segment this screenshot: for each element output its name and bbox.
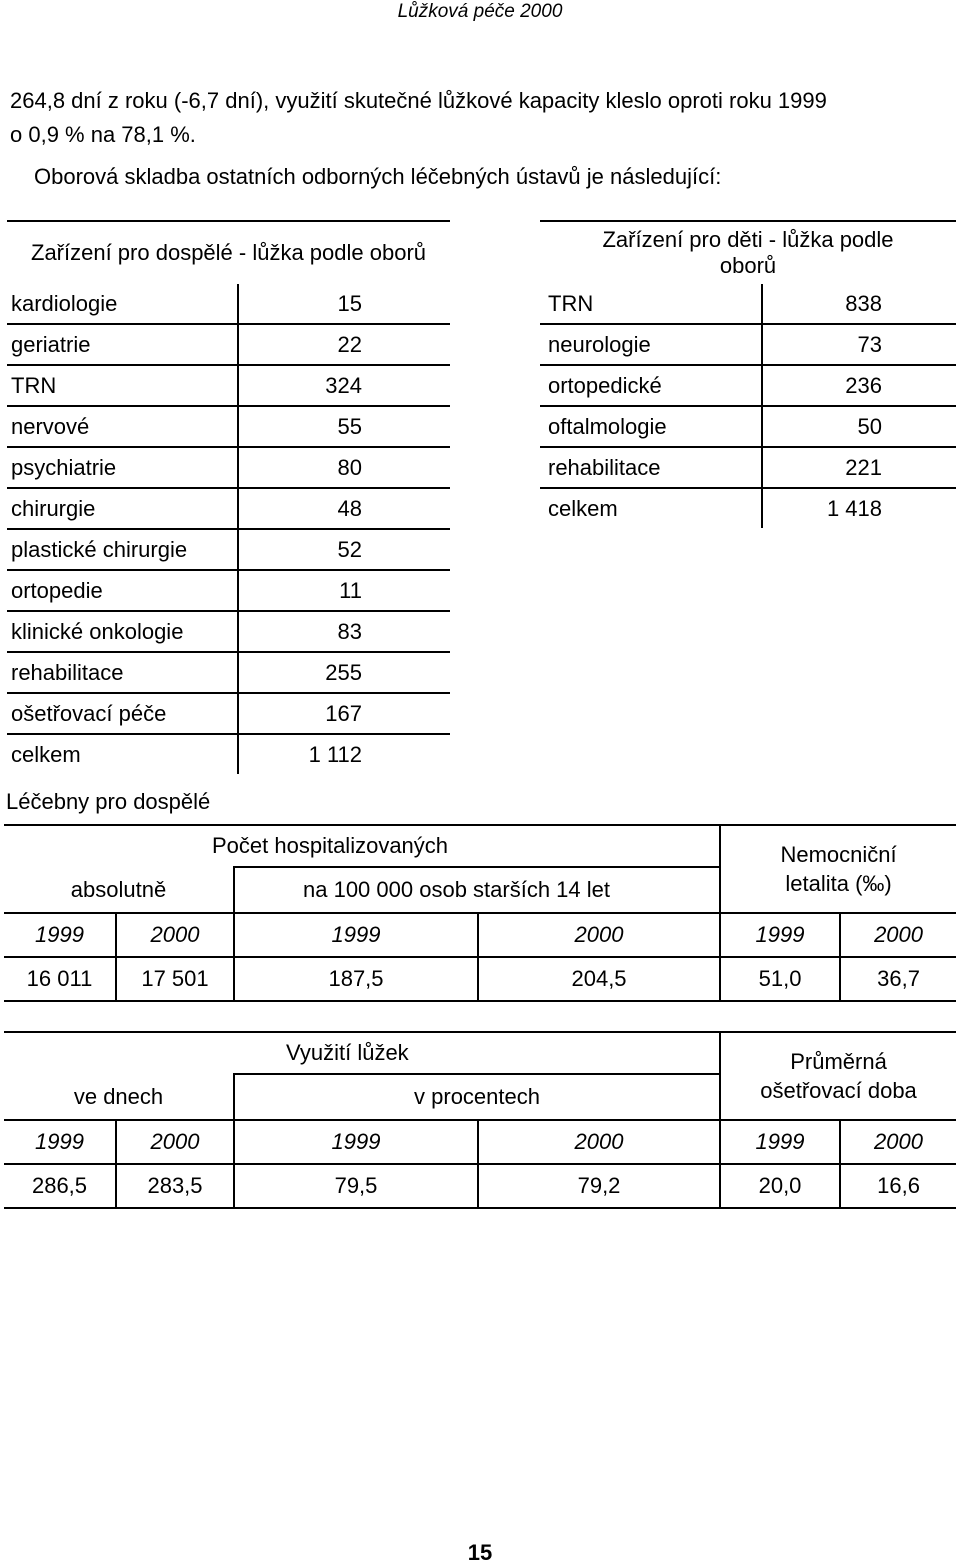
- hosp-value-cell: 204,5: [478, 957, 720, 1001]
- child-table-row-value: 221: [762, 447, 956, 488]
- adult-table-row: [7, 652, 450, 693]
- intro-line-1: 264,8 dní z roku (-6,7 dní), využití skutečné lůžkové kapacity kleslo oproti roku 1999: [10, 88, 827, 113]
- hosp-value-cell: 17 501: [116, 957, 234, 1001]
- child-table-row-name: ortopedické: [540, 365, 762, 406]
- adult-table-row: [7, 447, 450, 488]
- hosp-group-label: Počet hospitalizovaných: [116, 825, 720, 867]
- page-header: Lůžková péče 2000: [397, 1, 563, 22]
- adult-table-row: [7, 693, 450, 734]
- adult-beds-table: [7, 220, 450, 774]
- child-table-row-value: 73: [762, 324, 956, 365]
- beds-value-cell: 79,2: [478, 1164, 720, 1208]
- child-table-row: [540, 324, 956, 365]
- adult-table-row-name: TRN: [7, 365, 238, 406]
- beds-group-label: Využití lůžek: [116, 1032, 720, 1074]
- beds-value-row: [4, 1164, 956, 1208]
- adult-table-title: Zařízení pro dospělé - lůžka podle oborů: [7, 221, 450, 284]
- child-table-row: [540, 406, 956, 447]
- child-table-row-value: 236: [762, 365, 956, 406]
- hosp-year-cell: 2000: [478, 913, 720, 957]
- child-table-row-name: neurologie: [540, 324, 762, 365]
- beds-year-cell: 1999: [4, 1120, 116, 1164]
- beds-value-cell: 286,5: [4, 1164, 116, 1208]
- adult-table-row-value: 15: [238, 284, 450, 324]
- child-table-row: [540, 284, 956, 324]
- child-beds-table: [540, 220, 956, 528]
- child-table-row-name: oftalmologie: [540, 406, 762, 447]
- adult-table-row: [7, 324, 450, 365]
- adult-table-row: [7, 529, 450, 570]
- child-table-row: [540, 447, 956, 488]
- adult-table-row-name: celkem: [11, 741, 81, 767]
- page-number: 15: [467, 1540, 493, 1565]
- hosp-value-cell: 51,0: [720, 957, 840, 1001]
- child-table-row: [540, 488, 956, 528]
- days-label: ve dnech: [4, 1074, 234, 1120]
- hosp-year-cell: 1999: [4, 913, 116, 957]
- adult-table-row-name: rehabilitace: [7, 652, 238, 693]
- adult-table-row: [7, 284, 450, 324]
- adult-table-row: [7, 406, 450, 447]
- adult-table-row: [7, 734, 450, 774]
- hosp-year-row: [4, 913, 956, 957]
- adult-table-row-name: chirurgie: [7, 488, 238, 529]
- beds-year-cell: 2000: [840, 1120, 956, 1164]
- avg-care-label: Průměrná ošetřovací doba: [720, 1032, 956, 1120]
- beds-year-cell: 2000: [478, 1120, 720, 1164]
- adult-table-row-value: 22: [238, 324, 450, 365]
- beds-value-cell: 20,0: [720, 1164, 840, 1208]
- hosp-year-cell: 2000: [840, 913, 956, 957]
- percent-label: v procentech: [234, 1074, 720, 1120]
- adult-table-row-name: ošetřovací péče: [7, 693, 238, 734]
- per100k-label: na 100 000 osob starších 14 let: [234, 867, 720, 913]
- beds-year-row: [4, 1120, 956, 1164]
- bed-utilization-table: [4, 1031, 956, 1209]
- child-table-row-value: 1 418: [762, 488, 956, 528]
- child-table-title: Zařízení pro děti - lůžka podle oborů: [540, 221, 956, 284]
- beds-value-cell: 283,5: [116, 1164, 234, 1208]
- beds-value-cell: 16,6: [840, 1164, 956, 1208]
- adult-table-row-value: 83: [238, 611, 450, 652]
- adult-table-row-value: 80: [238, 447, 450, 488]
- intro-line-3: Oborová skladba ostatních odborných léčebných ústavů je následující:: [34, 164, 722, 189]
- beds-value-cell: 79,5: [234, 1164, 478, 1208]
- adult-table-row: [7, 611, 450, 652]
- child-table-row: [540, 365, 956, 406]
- child-table-row-value: 50: [762, 406, 956, 447]
- adult-table-row: [7, 570, 450, 611]
- beds-year-cell: 2000: [116, 1120, 234, 1164]
- adult-table-row-name: geriatrie: [7, 324, 238, 365]
- empty-cell: [4, 825, 116, 867]
- adult-table-row-value: 11: [238, 570, 450, 611]
- intro-line-2: o 0,9 % na 78,1 %.: [10, 122, 196, 147]
- child-table-row-name: rehabilitace: [540, 447, 762, 488]
- adult-table-row-name: plastické chirurgie: [7, 529, 238, 570]
- adult-table-row-name: ortopedie: [7, 570, 238, 611]
- section-label: Léčebny pro dospělé: [6, 789, 211, 814]
- beds-year-cell: 1999: [720, 1120, 840, 1164]
- adult-table-row-value: 48: [238, 488, 450, 529]
- hospitalization-table: [4, 824, 956, 1002]
- hosp-value-cell: 16 011: [4, 957, 116, 1001]
- adult-table-row-name: psychiatrie: [7, 447, 238, 488]
- hosp-value-cell: 36,7: [840, 957, 956, 1001]
- adult-table-row-value: 52: [238, 529, 450, 570]
- adult-table-row: [7, 488, 450, 529]
- hosp-year-cell: 1999: [234, 913, 478, 957]
- adult-table-row-value: 324: [238, 365, 450, 406]
- adult-table-row-value: 55: [238, 406, 450, 447]
- adult-table-row-value: 1 112: [238, 734, 450, 774]
- absolute-label: absolutně: [4, 867, 234, 913]
- hosp-value-cell: 187,5: [234, 957, 478, 1001]
- empty-cell: [4, 1032, 116, 1074]
- mortality-label: Nemocniční letalita (‰): [720, 825, 956, 913]
- adult-table-row: [7, 365, 450, 406]
- adult-table-row-name: kardiologie: [7, 284, 238, 324]
- adult-table-row-value: 167: [238, 693, 450, 734]
- adult-table-row-name: nervové: [7, 406, 238, 447]
- child-table-row-name: celkem: [548, 495, 618, 521]
- child-table-row-value: 838: [762, 284, 956, 324]
- adult-table-row-name: klinické onkologie: [7, 611, 238, 652]
- beds-year-cell: 1999: [234, 1120, 478, 1164]
- child-table-row-name: TRN: [540, 284, 762, 324]
- hosp-year-cell: 1999: [720, 913, 840, 957]
- hosp-value-row: [4, 957, 956, 1001]
- hosp-year-cell: 2000: [116, 913, 234, 957]
- adult-table-row-value: 255: [238, 652, 450, 693]
